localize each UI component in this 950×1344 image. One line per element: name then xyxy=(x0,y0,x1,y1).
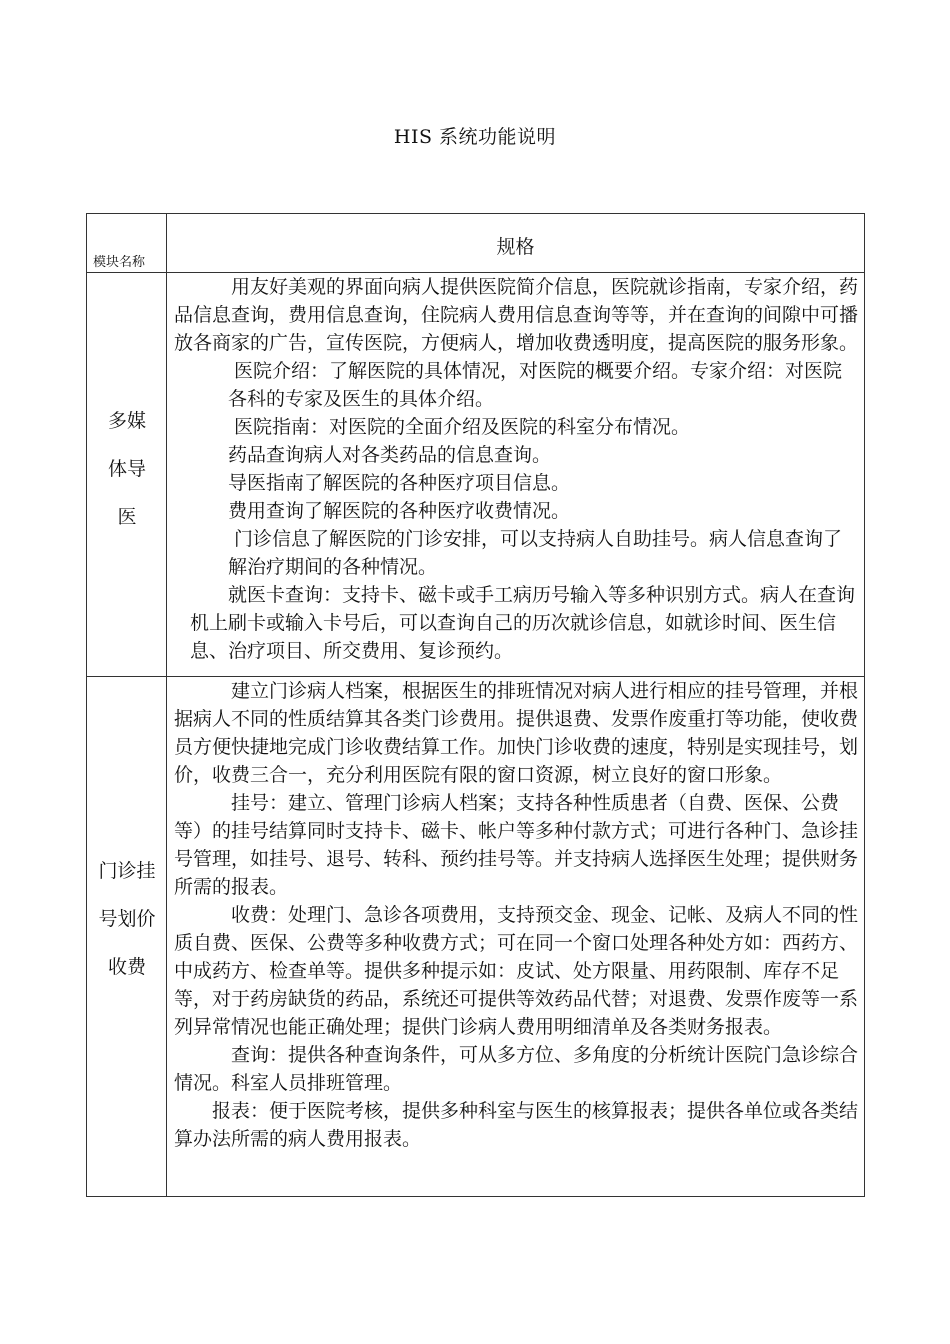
paragraph: 医院指南：对医院的全面介绍及医院的科室分布情况。 xyxy=(234,416,691,438)
header-module-name xyxy=(87,214,167,273)
module-cell-outpatient xyxy=(87,677,167,1197)
spec-cell-outpatient xyxy=(167,677,865,1197)
paragraph: 用友好美观的界面向病人提供医院简介信息，医院就诊指南，专家介绍，药品信息查询，费用信息查询，住院病人费用信息查询等等，并在查询的间隙中可播放各商家的广告，宣传医院，方便病人，增加收费透明度，提高医院的服务形象。 xyxy=(174,276,859,354)
module-name: 多媒 体导 医 xyxy=(107,410,146,528)
spec-cell-multimedia xyxy=(167,273,865,677)
paragraph: 就医卡查询：支持卡、磁卡或手工病历号输入等多种识别方式。病人在查询机上刷卡或输入卡号后，可以查询自己的历次就诊信息，如就诊时间、医生信息、治疗项目、所交费用、复诊预约。 xyxy=(190,584,856,662)
module-cell-multimedia xyxy=(87,273,167,677)
document-title: HIS 系统功能说明 xyxy=(393,126,557,148)
header-module-name-label: 模块名称 xyxy=(93,255,146,270)
header-spec-label: 规格 xyxy=(496,236,535,258)
paragraph: 导医指南了解医院的各种医疗项目信息。 xyxy=(228,472,571,494)
paragraph: 药品查询病人对各类药品的信息查询。 xyxy=(228,444,552,466)
paragraph: 建立门诊病人档案，根据医生的排班情况对病人进行相应的挂号管理，并根据病人不同的性质结算其各类门诊费用。提供退费、发票作废重打等功能，使收费员方便快捷地完成门诊收费结算工作。加快门诊收费的速度，特别是实现挂号，划价，收费三合一，充分利用医院有限的窗口资源，树立良好的窗口形象。 xyxy=(174,680,859,786)
table-row xyxy=(87,677,865,1197)
module-name: 门诊挂 号划价 收费 xyxy=(98,860,156,978)
table-row xyxy=(87,273,865,677)
header-spec xyxy=(167,214,865,273)
paragraph: 费用查询了解医院的各种医疗收费情况。 xyxy=(228,500,571,522)
spec-table xyxy=(86,213,865,1197)
paragraph: 挂号：建立、管理门诊病人档案；支持各种性质患者（自费、医保、公费等）的挂号结算同时支持卡、磁卡、帐户等多种付款方式；可进行各种门、急诊挂号管理，如挂号、退号、转科、预约挂号等。并支持病人选择医生处理；提供财务所需的报表。 xyxy=(174,792,859,898)
paragraph: 查询：提供各种查询条件，可从多方位、多角度的分析统计医院门急诊综合情况。科室人员排班管理。 xyxy=(174,1044,859,1094)
paragraph: 门诊信息了解医院的门诊安排，可以支持病人自助挂号。病人信息查询了解治疗期间的各种情况。 xyxy=(228,528,843,578)
table-header-row xyxy=(87,214,865,273)
paragraph: 报表：便于医院考核，提供多种科室与医生的核算报表；提供各单位或各类结算办法所需的病人费用报表。 xyxy=(174,1100,859,1150)
paragraph: 收费：处理门、急诊各项费用，支持预交金、现金、记帐、及病人不同的性质自费、医保、公费等多种收费方式；可在同一个窗口处理各种处方如：西药方、中成药方、检查单等。提供多种提示如：皮试、处方限量、用药限制、库存不足等，对于药房缺货的药品，系统还可提供等效药品代替；对退费、发票作废等一系列异常情况也能正确处理；提供门诊病人费用明细清单及各类财务报表。 xyxy=(174,904,859,1038)
paragraph: 医院介绍：了解医院的具体情况，对医院的概要介绍。专家介绍：对医院各科的专家及医生的具体介绍。 xyxy=(228,360,843,410)
